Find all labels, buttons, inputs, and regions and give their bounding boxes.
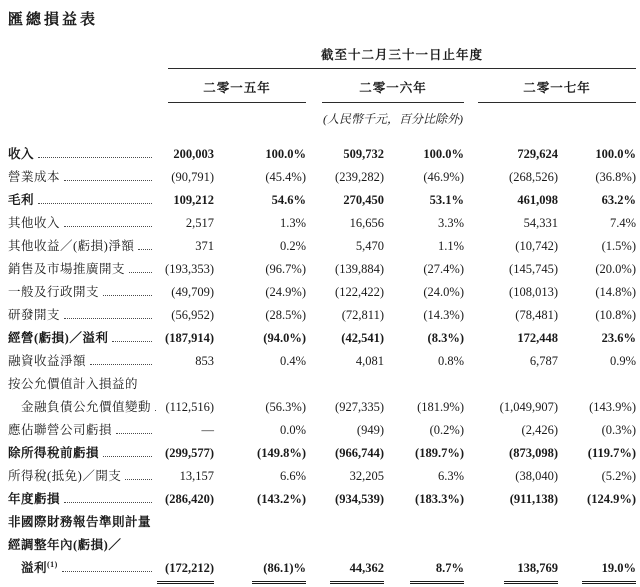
double-underlined-value: 44,362: [330, 557, 384, 584]
table-row: [8, 143, 636, 166]
value-cell: 6,787: [529, 354, 558, 368]
value-cell: (27.4%): [423, 262, 464, 276]
value-cell: (10,742): [515, 239, 558, 253]
value-cell: (966,744): [335, 446, 384, 460]
value-cell: (90,791): [171, 170, 214, 184]
dot-leader: [38, 157, 152, 158]
value-cell: 63.2%: [601, 193, 636, 207]
double-underlined-value: 19.0%: [582, 557, 636, 584]
value-cell: 200,003: [173, 147, 214, 161]
row-label: 應佔聯營公司虧損: [8, 419, 156, 442]
dot-leader: [103, 456, 152, 457]
value-cell: (108,013): [509, 285, 558, 299]
table-row: [8, 419, 636, 442]
value-cell: [306, 557, 384, 584]
row-label: 溢利$^{(1)}$: [8, 557, 156, 584]
row-label: 經調整年內(虧損)／: [8, 538, 122, 552]
value-cell: (0.2%): [429, 423, 464, 437]
table-row: [8, 511, 636, 534]
value-cell: 54.6%: [271, 193, 306, 207]
value-cell: (8.3%): [427, 331, 464, 345]
value-cell: (5.2%): [601, 469, 636, 483]
year-header-2015: 二零一五年: [168, 69, 306, 103]
row-label: 按公允價值計入損益的: [8, 377, 139, 391]
table-row: [8, 465, 636, 488]
value-cell: (149.8%): [257, 446, 306, 460]
value-cell: (24.9%): [265, 285, 306, 299]
unit-note: (人民幣千元，百分比除外): [323, 112, 463, 126]
dot-leader: [64, 502, 152, 503]
row-label: 除所得稅前虧損: [8, 442, 156, 465]
row-label: 銷售及市場推廣開支: [8, 258, 156, 281]
value-cell: [214, 557, 306, 584]
value-cell: 0.4%: [279, 354, 306, 368]
row-label: 融資收益淨額: [8, 350, 156, 373]
dot-leader: [64, 226, 152, 227]
value-cell: (299,577): [165, 446, 214, 460]
value-cell: 1.3%: [279, 216, 306, 230]
value-cell: (119.7%): [587, 446, 636, 460]
table-row: [8, 327, 636, 350]
value-cell: (78,481): [515, 308, 558, 322]
value-cell: 461,098: [517, 193, 558, 207]
table-row: [8, 281, 636, 304]
value-cell: (143.9%): [589, 400, 636, 414]
value-cell: 53.1%: [429, 193, 464, 207]
row-label: 經營(虧損)／溢利: [8, 327, 156, 350]
value-cell: (94.0%): [263, 331, 306, 345]
value-cell: (56,952): [171, 308, 214, 322]
value-cell: (949): [356, 423, 384, 437]
value-cell: (873,098): [509, 446, 558, 460]
value-cell: (24.0%): [423, 285, 464, 299]
period-header: 截至十二月三十一日止年度: [168, 45, 636, 69]
value-cell: (927,335): [335, 400, 384, 414]
value-cell: (96.7%): [265, 262, 306, 276]
value-cell: —: [201, 423, 214, 437]
value-cell: 100.0%: [265, 147, 306, 161]
value-cell: (10.8%): [595, 308, 636, 322]
value-cell: (20.0%): [595, 262, 636, 276]
value-cell: 2,517: [185, 216, 214, 230]
row-label: 收入: [8, 143, 156, 166]
value-cell: 23.6%: [601, 331, 636, 345]
table-row: [8, 212, 636, 235]
value-cell: (42,541): [341, 331, 384, 345]
value-cell: (2,426): [521, 423, 558, 437]
double-underlined-value: 8.7%: [410, 557, 464, 584]
value-cell: [558, 534, 636, 557]
value-cell: [306, 511, 384, 534]
year-header-2016: 二零一六年: [322, 69, 464, 103]
table-header-period-row: [8, 45, 636, 69]
value-cell: [558, 373, 636, 396]
year-header-2017: 二零一七年: [478, 69, 636, 103]
value-cell: [384, 511, 464, 534]
table-row: [8, 189, 636, 212]
value-cell: (14.3%): [423, 308, 464, 322]
value-cell: [384, 534, 464, 557]
value-cell: 509,732: [343, 147, 384, 161]
value-cell: 109,212: [173, 193, 214, 207]
value-cell: 100.0%: [423, 147, 464, 161]
value-cell: (122,422): [335, 285, 384, 299]
value-cell: 1.1%: [437, 239, 464, 253]
double-underlined-value: (86.1)%: [252, 557, 306, 584]
row-label: 年度虧損: [8, 488, 156, 511]
value-cell: [214, 373, 306, 396]
value-cell: 6.6%: [279, 469, 306, 483]
value-cell: [384, 557, 464, 584]
table-row: [8, 557, 636, 580]
value-cell: [464, 511, 558, 534]
table-unit-note-row: [8, 103, 636, 127]
value-cell: (189.7%): [415, 446, 464, 460]
value-cell: 0.0%: [279, 423, 306, 437]
value-cell: [214, 511, 306, 534]
value-cell: 3.3%: [437, 216, 464, 230]
double-underlined-value: (172,212): [157, 557, 214, 584]
value-cell: (183.3%): [415, 492, 464, 506]
dot-leader: [90, 364, 152, 365]
value-cell: (1.5%): [601, 239, 636, 253]
table-row: [8, 442, 636, 465]
dot-leader: [103, 295, 152, 296]
value-cell: (124.9%): [587, 492, 636, 506]
value-cell: 0.9%: [609, 354, 636, 368]
value-cell: (49,709): [171, 285, 214, 299]
value-cell: [464, 557, 558, 584]
value-cell: (187,914): [165, 331, 214, 345]
value-cell: (911,138): [509, 492, 558, 506]
value-cell: 13,157: [179, 469, 214, 483]
table-row: [8, 350, 636, 373]
value-cell: [306, 534, 384, 557]
footnote-marker: (1): [47, 559, 58, 569]
table-row: [8, 258, 636, 281]
value-cell: [558, 557, 636, 584]
value-cell: [156, 557, 214, 584]
value-cell: [464, 534, 558, 557]
dot-leader: [64, 318, 152, 319]
table-row: [8, 488, 636, 511]
value-cell: (143.2%): [257, 492, 306, 506]
value-cell: (181.9%): [417, 400, 464, 414]
value-cell: [156, 534, 214, 557]
value-cell: 0.2%: [279, 239, 306, 253]
row-label: 其他收入: [8, 212, 156, 235]
value-cell: [464, 373, 558, 396]
table-row: [8, 166, 636, 189]
value-cell: 172,448: [517, 331, 558, 345]
table-row: [8, 396, 636, 419]
row-label: 一般及行政開支: [8, 281, 156, 304]
value-cell: (286,420): [165, 492, 214, 506]
value-cell: 100.0%: [595, 147, 636, 161]
value-cell: (145,745): [509, 262, 558, 276]
value-cell: 5,470: [355, 239, 384, 253]
table-body: [8, 143, 636, 580]
value-cell: [384, 373, 464, 396]
dot-leader: [125, 479, 152, 480]
value-cell: (14.8%): [595, 285, 636, 299]
row-label: 研發開支: [8, 304, 156, 327]
value-cell: (268,526): [509, 170, 558, 184]
value-cell: 0.8%: [437, 354, 464, 368]
dot-leader: [112, 341, 152, 342]
value-cell: (56.3%): [265, 400, 306, 414]
table-row: [8, 534, 636, 557]
value-cell: (28.5%): [265, 308, 306, 322]
dot-leader: [138, 249, 152, 250]
row-label: 所得稅(抵免)／開支: [8, 465, 156, 488]
value-cell: (934,539): [335, 492, 384, 506]
value-cell: (36.8%): [595, 170, 636, 184]
dot-leader: [116, 433, 152, 434]
value-cell: (38,040): [515, 469, 558, 483]
value-cell: 4,081: [355, 354, 384, 368]
row-label: 其他收益／(虧損)淨額: [8, 235, 156, 258]
table-header-years-row: [8, 69, 636, 103]
table-row: [8, 304, 636, 327]
value-cell: 729,624: [517, 147, 558, 161]
value-cell: [558, 511, 636, 534]
table-row: [8, 373, 636, 396]
value-cell: 371: [195, 239, 214, 253]
dot-leader: [64, 180, 152, 181]
value-cell: 6.3%: [437, 469, 464, 483]
dot-leader: [62, 571, 152, 572]
value-cell: (112,516): [165, 400, 214, 414]
page-title: 匯總損益表: [8, 12, 99, 28]
value-cell: [306, 373, 384, 396]
value-cell: (46.9%): [423, 170, 464, 184]
value-cell: 16,656: [349, 216, 384, 230]
value-cell: [156, 373, 214, 396]
value-cell: (45.4%): [265, 170, 306, 184]
row-label: 金融負債公允價值變動: [8, 396, 156, 419]
dot-leader: [38, 203, 152, 204]
value-cell: 270,450: [343, 193, 384, 207]
value-cell: 54,331: [523, 216, 558, 230]
value-cell: (1,049,907): [499, 400, 558, 414]
value-cell: (72,811): [341, 308, 384, 322]
table-row: [8, 235, 636, 258]
dot-leader: [129, 272, 152, 273]
double-underlined-value: 138,769: [504, 557, 558, 584]
value-cell: 32,205: [349, 469, 384, 483]
value-cell: (139,884): [335, 262, 384, 276]
value-cell: (0.3%): [601, 423, 636, 437]
value-cell: (239,282): [335, 170, 384, 184]
row-label: 毛利: [8, 189, 156, 212]
value-cell: [156, 511, 214, 534]
row-label: 營業成本: [8, 166, 156, 189]
value-cell: 853: [195, 354, 214, 368]
value-cell: 7.4%: [609, 216, 636, 230]
value-cell: [214, 534, 306, 557]
value-cell: (193,353): [165, 262, 214, 276]
row-label: 非國際財務報告準則計量: [8, 515, 152, 529]
